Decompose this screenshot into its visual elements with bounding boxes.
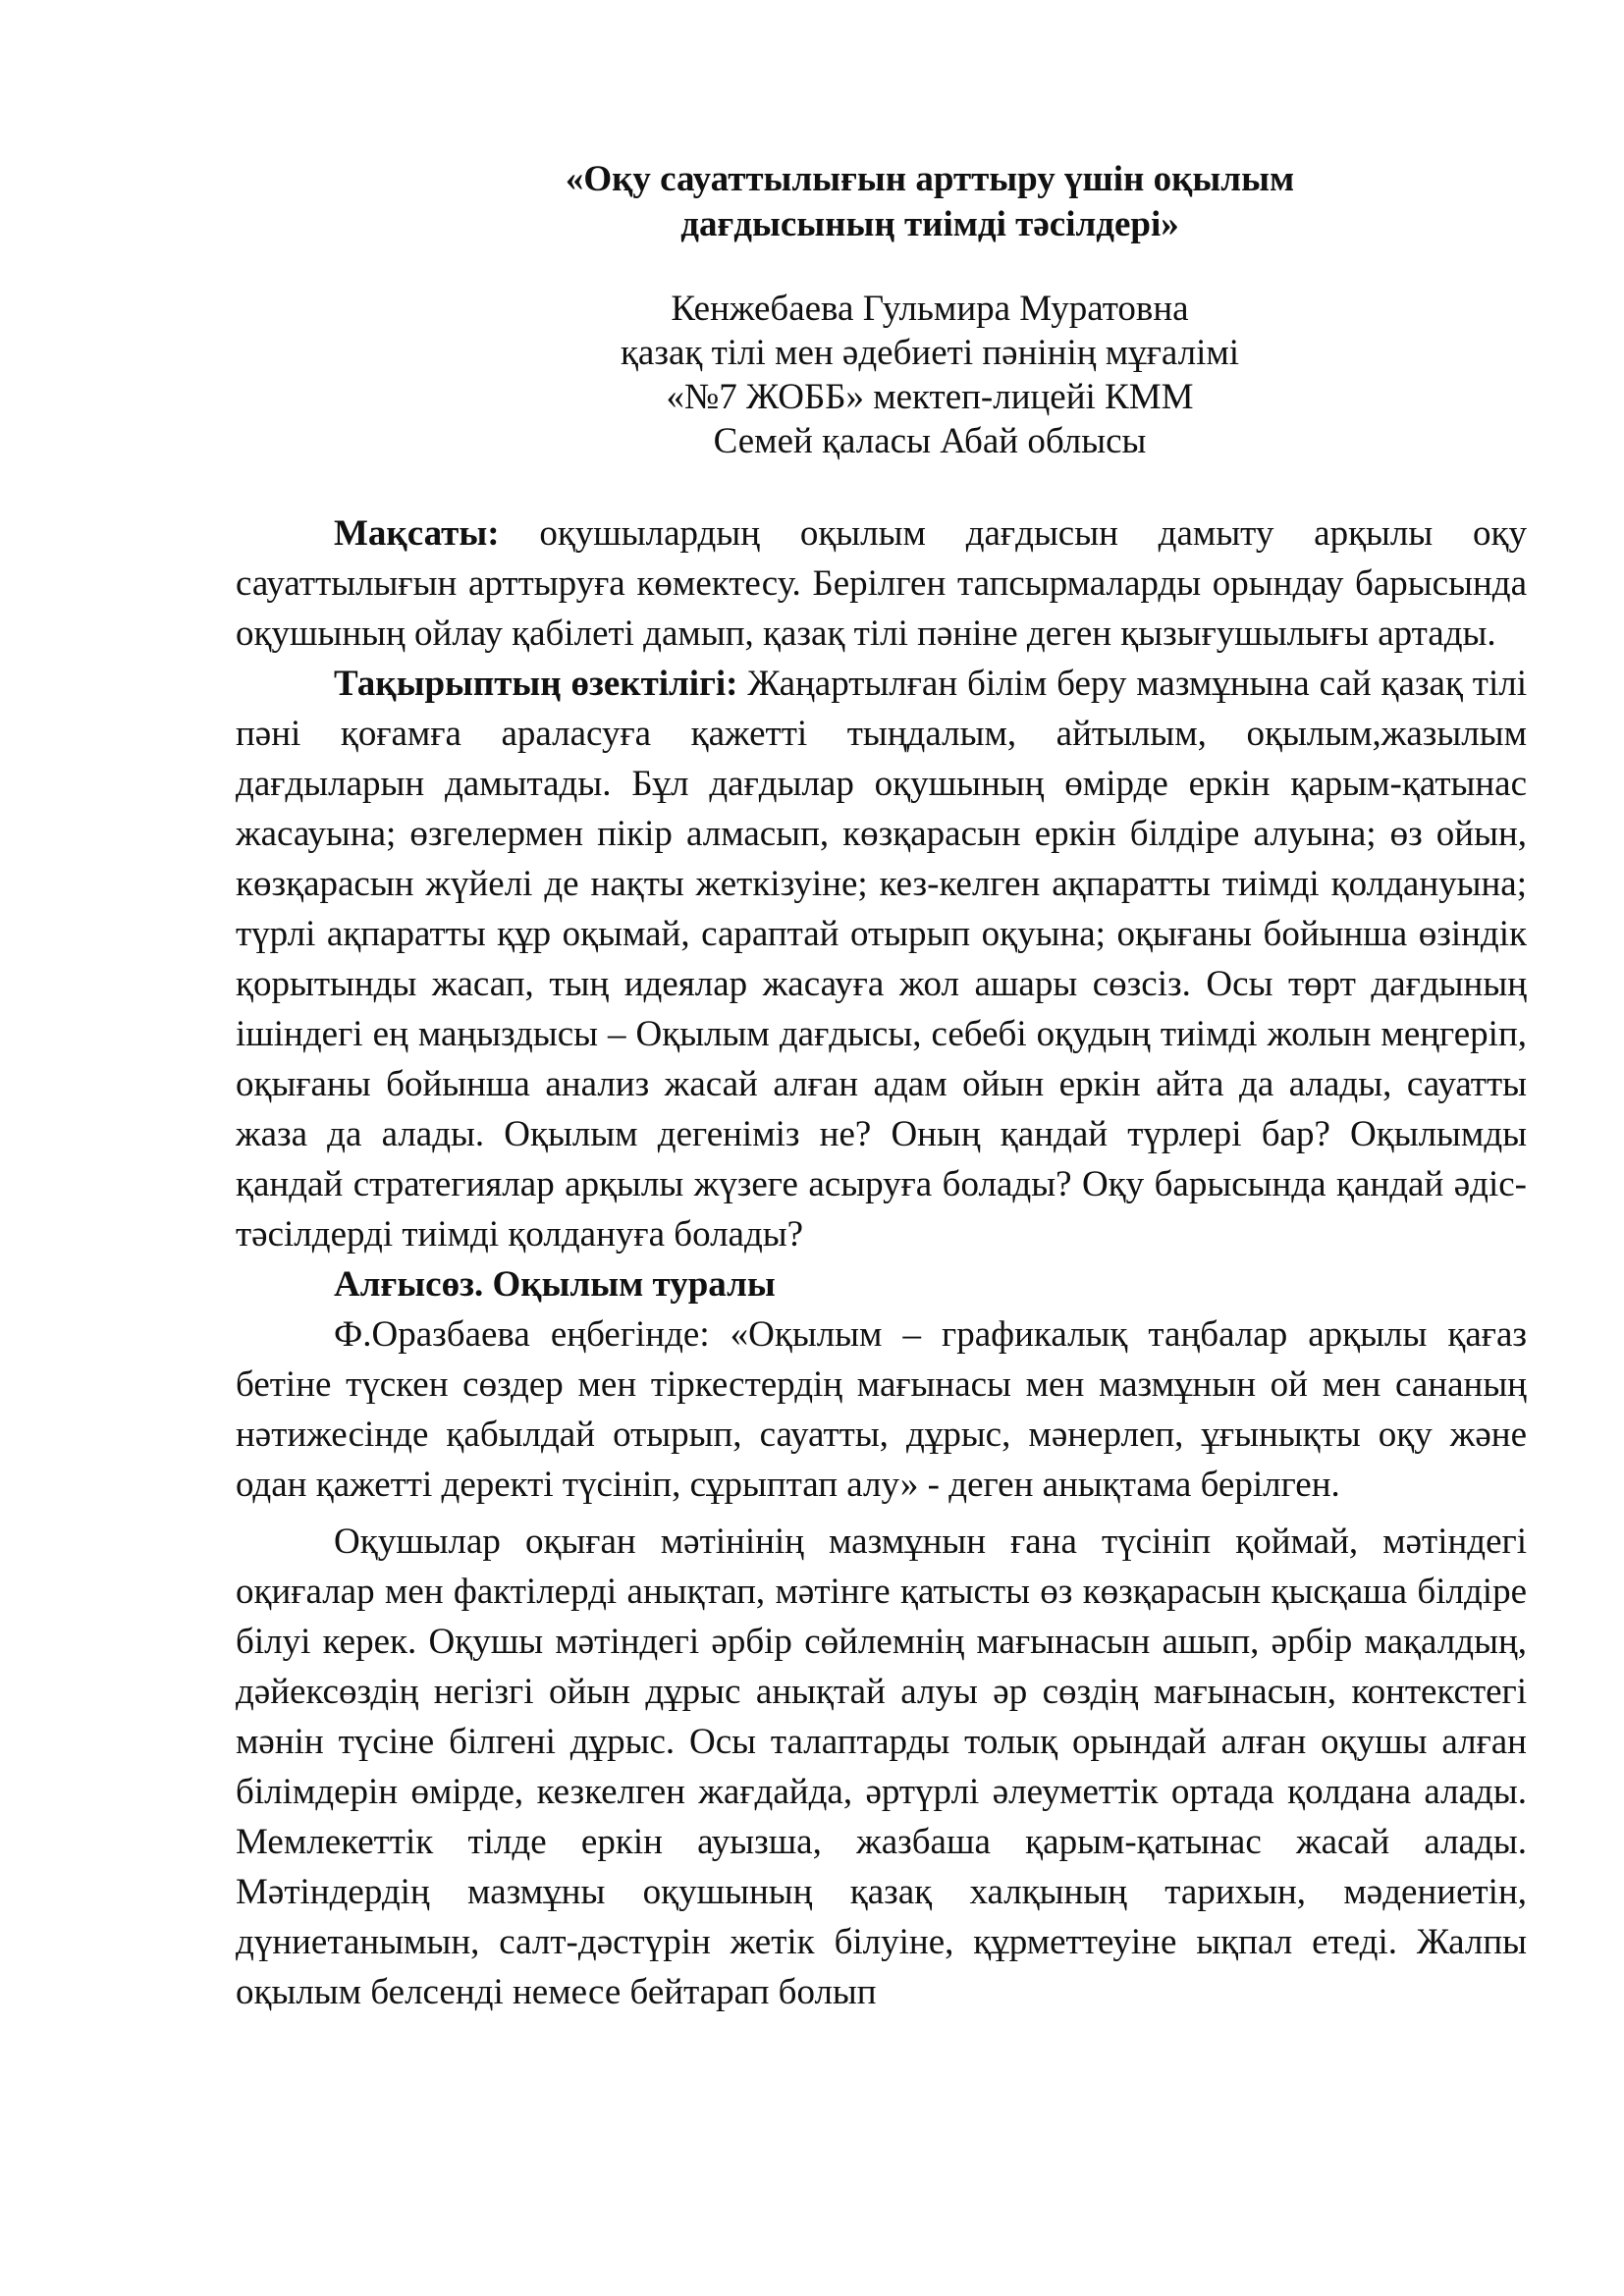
author-block — [236, 287, 1624, 463]
goal-paragraph — [236, 508, 1527, 659]
relevance-label: Тақырыптың өзектілігі: — [334, 664, 738, 704]
title-line-1: «Оқу сауаттылығын арттыру үшін оқылым — [565, 159, 1295, 199]
author-position: қазақ тілі мен әдебиеті пәнінің мұғалімі — [620, 333, 1240, 373]
reading-paragraph: Оқушылар оқыған мәтінінің мазмұнын ғана түсініп қоймай, мәтіндегі оқиғалар мен фактілерді анықтап, мәтінге қатысты өз көзқарасын қысқаша білдіре білуі керек. Оқушы мәтіндегі әрбір сөйлемнің мағынасын ашып, әрбір мақалдың, дәйексөздің негізгі ойын дұрыс анықтай алуы әр сөздің мағынасын, контекстегі мәнін түсіне білгені дұрыс. Осы талаптарды толық орындай алған оқушы алған білімдерін өмірде, кезкелген жағдайда, әртүрлі әлеуметтік ортада қолдана алады. Мемлекеттік тілде еркін ауызша, жазбаша қарым-қатынас жасай алады. Мәтіндердің мазмұны оқушының қазақ халқының тарихын, мәдениетін, дүниетанымын, салт-дәстүрін жетік білуіне, құрметтеуіне ықпал етеді. Жалпы оқылым белсенді немесе бейтарап болып — [236, 1522, 1527, 2012]
definition-paragraph: Ф.Оразбаева еңбегінде: «Оқылым – графикалық таңбалар арқылы қағаз бетіне түскен сөздер мен тіркестердің мағынасы мен мазмұнын ой мен сананың нәтижесінде қабылдай отырып, сауатты, дұрыс, мәнерлеп, ұғынықты оқу және одан қажетті деректі түсініп, сұрыптап алу» - деген анықтама берілген. — [236, 1314, 1527, 1505]
author-city: Семей қаласы Абай облысы — [713, 421, 1147, 461]
author-name: Кенжебаева Гульмира Муратовна — [671, 289, 1189, 329]
document-body — [236, 508, 1527, 2017]
goal-text: оқушылардың оқылым дағдысын дамыту арқылы оқу сауаттылығын арттыруға көмектесу. Берілген тапсырмаларды орындау барысында оқушының ойлау қабілеті дамып, қазақ тілі пәніне деген қызығушылығы артады. — [236, 513, 1527, 654]
intro-heading: Алғысөз. Оқылым туралы — [334, 1264, 776, 1305]
document-title — [236, 157, 1624, 247]
goal-label: Мақсаты: — [334, 513, 500, 554]
author-school: «№7 ЖОББ» мектеп-лицейі КММ — [666, 377, 1194, 417]
relevance-paragraph — [236, 659, 1527, 1259]
title-line-2: дағдысының тиімді тәсілдері» — [680, 204, 1179, 244]
relevance-text: Жаңартылған білім беру мазмұнына сай қазақ тілі пәні қоғамға араласуға қажетті тыңдалым, айтылым, оқылым,жазылым дағдыларын дамытады. Бұл дағдылар оқушының өмірде еркін қарым-қатынас жасауына; өзгелермен пікір алмасып, көзқарасын еркін білдіре алуына; өз ойын, көзқарасын жүйелі де нақты жеткізуіне; кез-келген ақпаратты тиімді қолдануына; түрлі ақпаратты құр оқымай, сараптай отырып оқуына; оқығаны бойынша өзіндік қорытынды жасап, тың идеялар жасауға жол ашары сөзсіз. Осы төрт дағдының ішіндегі ең маңыздысы – Оқылым дағдысы, себебі оқудың тиімді жолын меңгеріп, оқығаны бойынша анализ жасай алған адам ойын еркін айта да алады, сауатты жаза да алады. Оқылым дегеніміз не? Оның қандай түрлері бар? Оқылымды қандай стратегиялар арқылы жүзеге асыруға болады? Оқу барысында қандай әдіс-тәсілдерді тиімді қолдануға болады? — [236, 664, 1527, 1255]
